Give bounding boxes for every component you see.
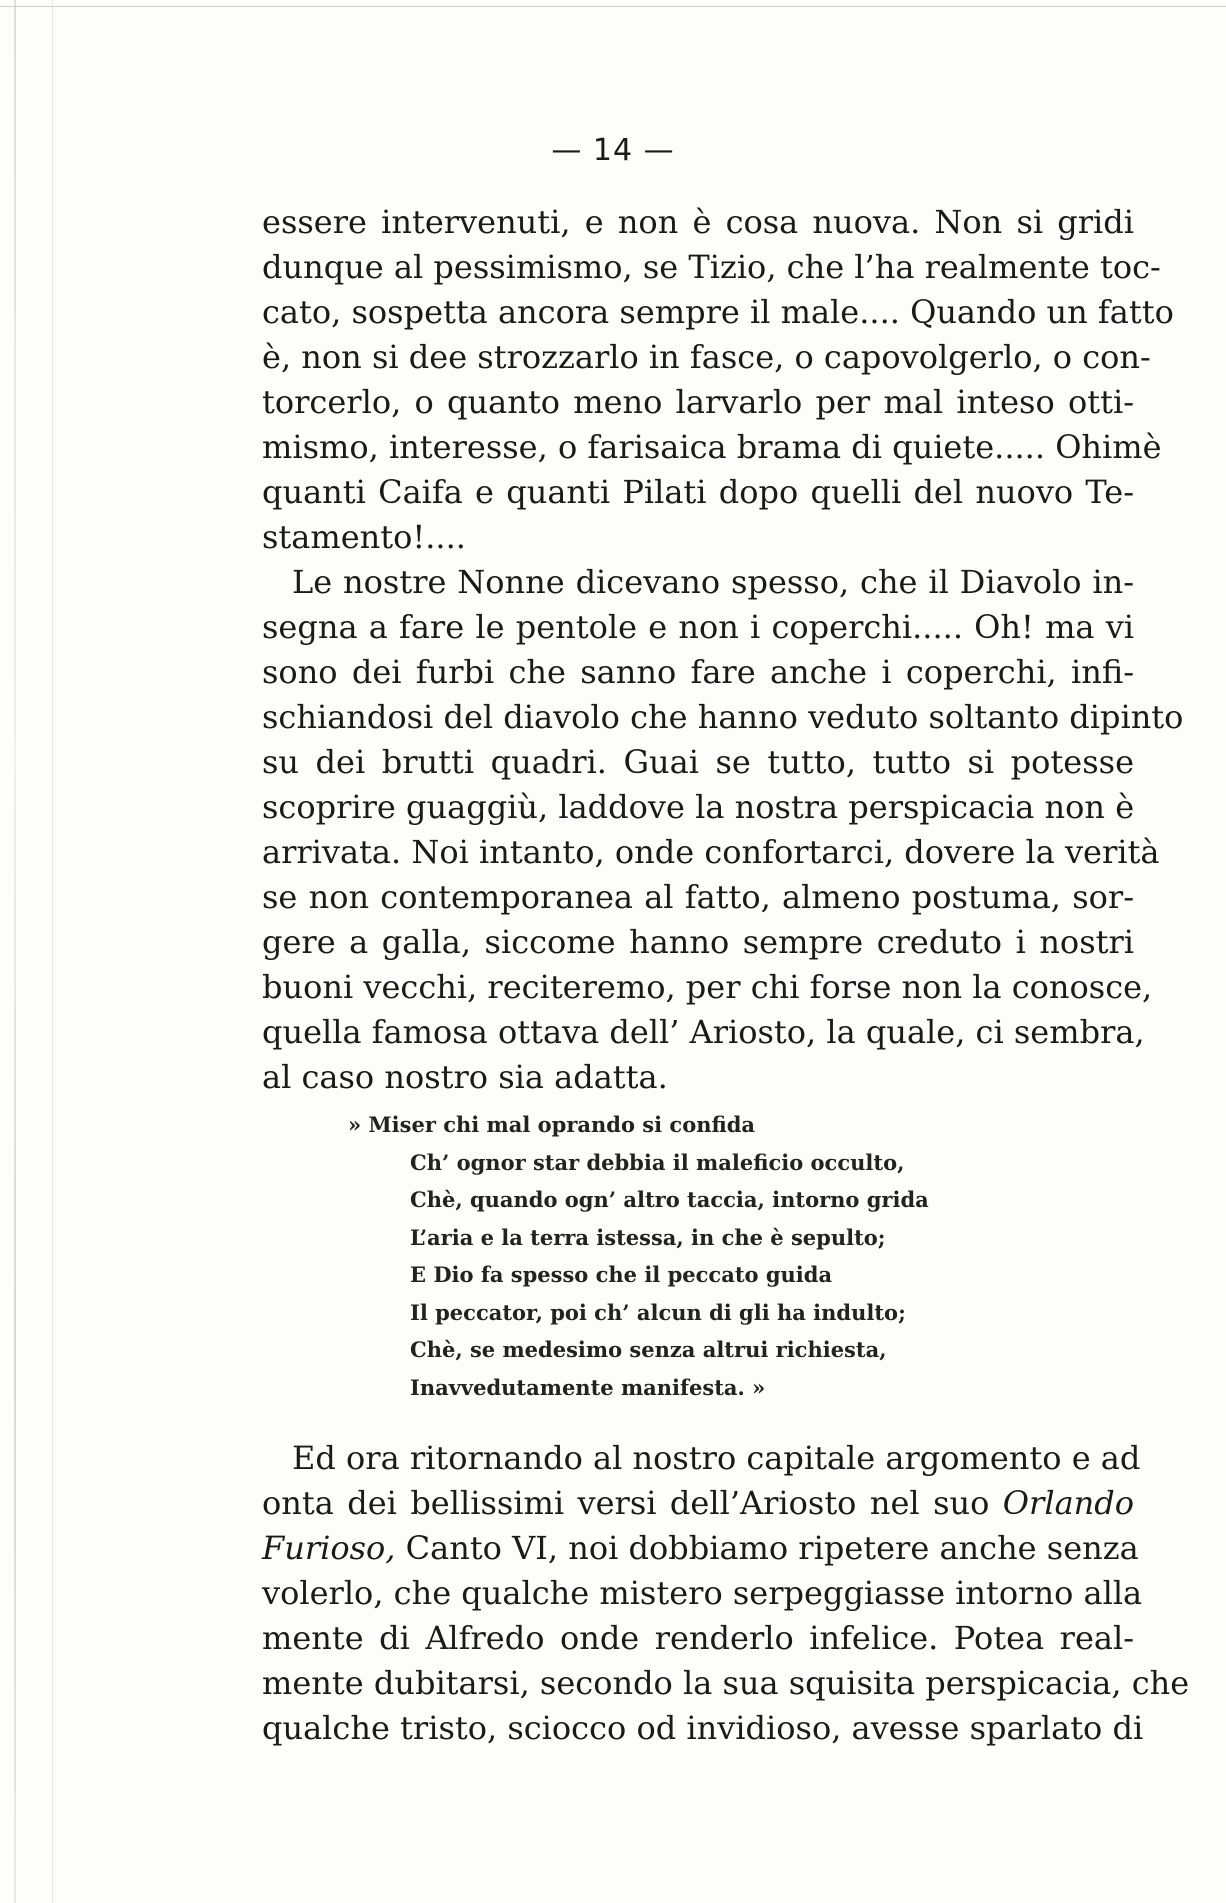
text-line: quella famosa ottava dell’ Ariosto, la quale, ci sembra, xyxy=(262,1013,1145,1051)
text-line: Le nostre Nonne dicevano spesso, che il Diavolo in- xyxy=(292,563,1134,601)
paragraph-3 xyxy=(262,1436,1190,1751)
text-segment: onta dei bellissimi versi dell’Ariosto nel suo xyxy=(262,1484,1003,1522)
text-line xyxy=(262,1481,1134,1526)
text-line: essere intervenuti, e non è cosa nuova. Non si gridi xyxy=(262,203,1134,241)
text-line: quanti Caifa e quanti Pilati dopo quelli del nuovo Te- xyxy=(262,473,1134,511)
scan-edge-left xyxy=(14,0,16,1903)
text-segment: Canto VI, noi dobbiamo ripetere anche senza xyxy=(395,1529,1139,1567)
text-line xyxy=(262,1526,1139,1571)
text-line: scoprire guaggiù, laddove la nostra perspicacia non è xyxy=(262,788,1135,826)
verse-line: Inavvedutamente manifesta. » xyxy=(410,1374,766,1400)
text-line: è, non si dee strozzarlo in fasce, o capovolgerlo, o con- xyxy=(262,338,1151,376)
paragraph-1 xyxy=(262,200,1174,560)
work-title-italic: Orlando xyxy=(1002,1484,1134,1522)
verse-line: Il peccator, poi ch’ alcun di gli ha indulto; xyxy=(410,1299,906,1325)
text-line: torcerlo, o quanto meno larvarlo per mal inteso otti- xyxy=(262,383,1134,421)
verse-line: Chè, se medesimo senza altrui richiesta, xyxy=(410,1337,887,1362)
text-line: stamento!.... xyxy=(262,518,466,556)
work-title-italic: Furioso, xyxy=(262,1529,396,1567)
text-line: al caso nostro sia adatta. xyxy=(262,1058,668,1096)
verse-line: E Dio fa spesso che il peccato guida xyxy=(410,1262,833,1287)
paragraph-2 xyxy=(262,560,1184,1100)
text-line: su dei brutti quadri. Guai se tutto, tutto si potesse xyxy=(262,743,1134,781)
text-line: cato, sospetta ancora sempre il male.... Quando un fatto xyxy=(262,293,1174,331)
verse-line: Chè, quando ogn’ altro taccia, intorno grida xyxy=(410,1187,929,1212)
text-line: mismo, interesse, o farisaica brama di quiete..... Ohimè xyxy=(262,428,1162,466)
text-line: se non contemporanea al fatto, almeno postuma, sor- xyxy=(262,878,1134,916)
text-line: schiandosi del diavolo che hanno veduto soltanto dipinto xyxy=(262,698,1184,736)
scan-edge-top xyxy=(0,0,1226,7)
text-line: segna a fare le pentole e non i coperchi..... Oh! ma vi xyxy=(262,608,1134,646)
text-line: gere a galla, siccome hanno sempre creduto i nostri xyxy=(262,923,1134,961)
verse-line: » Miser chi mal oprando si confida xyxy=(348,1112,756,1137)
text-line: sono dei furbi che sanno fare anche i coperchi, infi- xyxy=(262,653,1134,691)
text-line: mente dubitarsi, secondo la sua squisita perspicacia, che xyxy=(262,1664,1190,1702)
text-line: buoni vecchi, reciteremo, per chi forse non la conosce, xyxy=(262,968,1153,1006)
verse-line: L’aria e la terra istessa, in che è sepulto; xyxy=(410,1224,886,1250)
text-line: dunque al pessimismo, se Tizio, che l’ha realmente toc- xyxy=(262,248,1161,286)
verse-line: Ch’ ognor star debbia il maleficio occulto, xyxy=(410,1149,905,1175)
verse-quotation xyxy=(348,1106,929,1406)
text-line: Ed ora ritornando al nostro capitale argomento e ad xyxy=(292,1439,1141,1477)
text-line: mente di Alfredo onde renderlo infelice. Potea real- xyxy=(262,1619,1134,1657)
page-number: — 14 — xyxy=(551,133,675,168)
text-line: qualche tristo, sciocco od invidioso, avesse sparlato di xyxy=(262,1709,1144,1747)
text-line: volerlo, che qualche mistero serpeggiasse intorno alla xyxy=(262,1574,1143,1612)
text-line: arrivata. Noi intanto, onde confortarci, dovere la verità xyxy=(262,833,1160,871)
scan-edge-left-inner xyxy=(52,0,53,1903)
